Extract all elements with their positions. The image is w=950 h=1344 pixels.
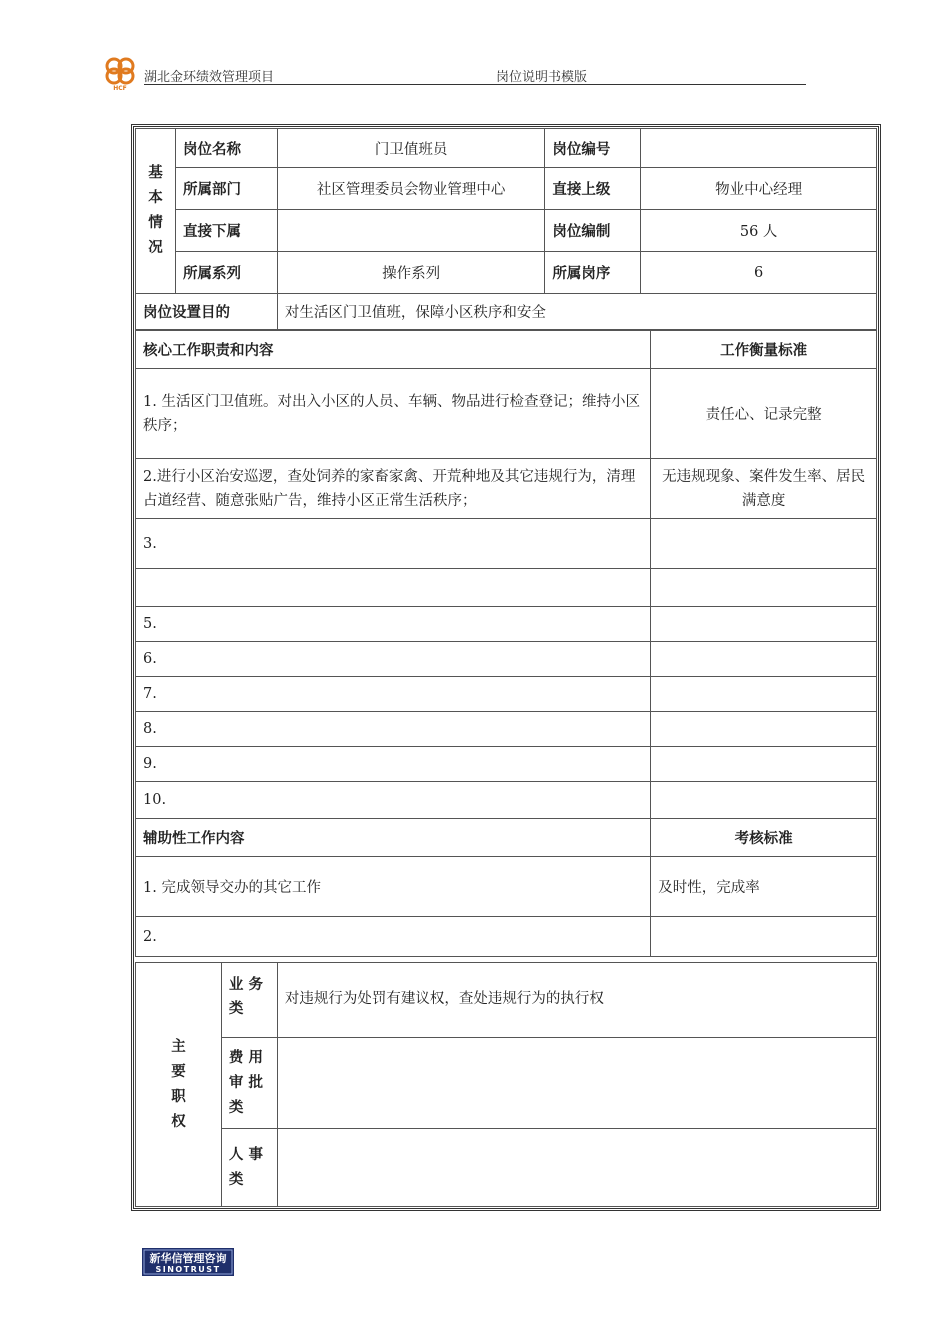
core-row-standard (651, 519, 877, 569)
core-row-standard (651, 747, 877, 782)
series-value: 操作系列 (277, 252, 545, 294)
sinotrust-logo (142, 1248, 234, 1276)
core-duties-table (135, 330, 877, 957)
core-row-content: 2.进行小区治安巡逻，查处饲养的家畜家禽、开荒种地及其它违规行为，清理占道经营、随意张贴广告，维持小区正常生活秩序； (136, 459, 651, 519)
header-rule (144, 84, 806, 85)
hcf-logo-text: HCF (113, 85, 127, 92)
authority-table (135, 962, 877, 1207)
authority-section-label: 主 要 职 权 (136, 963, 222, 1207)
subordinate-value (277, 210, 545, 252)
series-label: 所属系列 (175, 252, 277, 294)
core-row-standard (651, 677, 877, 712)
aux-row-standard: 及时性，完成率 (651, 857, 877, 917)
core-row-standard: 责任心、记录完整 (651, 369, 877, 459)
headcount-label: 岗位编制 (545, 210, 641, 252)
core-row-content: 1. 生活区门卫值班。对出入小区的人员、车辆、物品进行检查登记；维持小区秩序； (136, 369, 651, 459)
core-row-standard (651, 607, 877, 642)
aux-row-standard (651, 917, 877, 957)
authority-type-label: 业 务 类 (221, 963, 277, 1038)
core-row-content: 3. (136, 519, 651, 569)
hcf-logo-icon (100, 52, 140, 92)
aux-header-content: 辅助性工作内容 (136, 819, 651, 857)
core-row-content (136, 569, 651, 607)
core-row-content: 6. (136, 642, 651, 677)
aux-row-content: 1. 完成领导交办的其它工作 (136, 857, 651, 917)
core-row-content: 5. (136, 607, 651, 642)
sinotrust-logo-line2: SINOTRUST (155, 1265, 221, 1274)
core-row-content: 8. (136, 712, 651, 747)
core-row-standard (651, 782, 877, 819)
headcount-value: 56 人 (641, 210, 877, 252)
core-row-content: 7. (136, 677, 651, 712)
core-row-standard (651, 569, 877, 607)
core-row-standard (651, 712, 877, 747)
superior-label: 直接上级 (545, 168, 641, 210)
sinotrust-logo-line1: 新华信管理咨询 (149, 1252, 227, 1265)
authority-type-label: 人 事 类 (221, 1129, 277, 1207)
basic-info-table (135, 128, 877, 330)
aux-row-content: 2. (136, 917, 651, 957)
post-name-value: 门卫值班员 (277, 129, 545, 168)
dept-label: 所属部门 (175, 168, 277, 210)
dept-value: 社区管理委员会物业管理中心 (277, 168, 545, 210)
authority-type-value (277, 1129, 876, 1207)
superior-value: 物业中心经理 (641, 168, 877, 210)
core-header-content: 核心工作职责和内容 (136, 331, 651, 369)
sinotrust-logo-icon (142, 1248, 234, 1276)
aux-header-standard: 考核标准 (651, 819, 877, 857)
page-header (100, 52, 810, 92)
core-header-standard: 工作衡量标准 (651, 331, 877, 369)
level-label: 所属岗序 (545, 252, 641, 294)
core-row-content: 9. (136, 747, 651, 782)
authority-type-value: 对违规行为处罚有建议权，查处违规行为的执行权 (277, 963, 876, 1038)
project-title: 湖北金环绩效管理项目 (144, 70, 275, 85)
post-code-value (641, 129, 877, 168)
post-code-label: 岗位编号 (545, 129, 641, 168)
core-row-content: 10. (136, 782, 651, 819)
purpose-value: 对生活区门卫值班，保障小区秩序和安全 (277, 294, 876, 330)
authority-type-value (277, 1038, 876, 1129)
core-row-standard: 无违规现象、案件发生率、居民满意度 (651, 459, 877, 519)
basic-section-label: 基 本 情 况 (136, 129, 176, 294)
authority-type-label: 费 用 审 批 类 (221, 1038, 277, 1129)
document-title: 岗位说明书模版 (496, 70, 588, 85)
post-name-label: 岗位名称 (175, 129, 277, 168)
subordinate-label: 直接下属 (175, 210, 277, 252)
level-value: 6 (641, 252, 877, 294)
core-row-standard (651, 642, 877, 677)
purpose-label: 岗位设置目的 (136, 294, 278, 330)
